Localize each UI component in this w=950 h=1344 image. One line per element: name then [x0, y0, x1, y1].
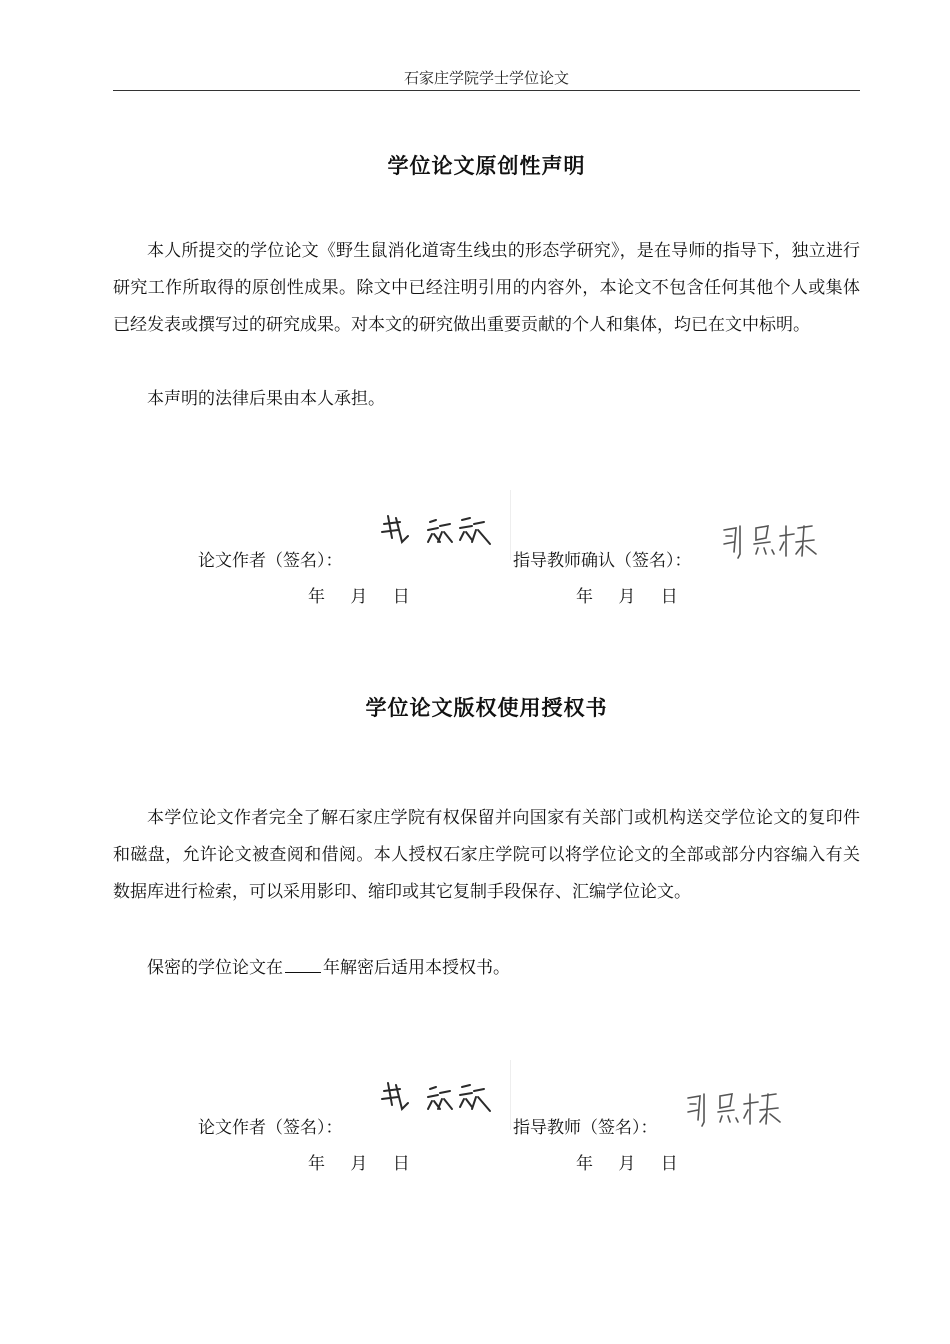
running-header	[113, 66, 860, 91]
author-signature-image	[378, 508, 500, 554]
authorization-author-label: 论文作者（签名）：	[198, 1118, 343, 1138]
declaration-author-date: 年 月 日	[308, 587, 413, 607]
declaration-title: 学位论文原创性声明	[387, 154, 586, 178]
declaration-advisor-label: 指导教师确认（签名）：	[513, 551, 692, 571]
secrecy-suffix: 年解密后适用本授权书。	[323, 958, 510, 978]
running-title: 石家庄学院学士学位论文	[403, 69, 569, 87]
signature-divider-2	[510, 1060, 511, 1130]
authorization-title: 学位论文版权使用授权书	[365, 696, 608, 720]
authorization-author-date: 年 月 日	[308, 1154, 413, 1174]
signature-divider	[510, 490, 511, 560]
declaration-advisor-date: 年 月 日	[576, 587, 681, 607]
advisor-signature-image	[718, 518, 822, 562]
declaration-paragraph: 本人所提交的学位论文《野生鼠消化道寄生线虫的形态学研究》，是在导师的指导下，独立进行研究工作所取得的原创性成果。除文中已经注明引用的内容外，本论文不包含任何其他个人或集体已经发表或撰写过的研究成果。对本文的研究做出重要贡献的个人和集体，均已在文中标明。	[113, 241, 860, 335]
advisor-signature-image-2	[682, 1086, 786, 1130]
authorization-paragraph: 本学位论文作者完全了解石家庄学院有权保留并向国家有关部门或机构送交学位论文的复印件和磁盘，允许论文被查阅和借阅。本人授权石家庄学院可以将学位论文的全部或部分内容编入有关数据库进行检索，可以采用影印、缩印或其它复制手段保存、汇编学位论文。	[113, 808, 860, 902]
authorization-advisor-date: 年 月 日	[576, 1154, 681, 1174]
declaration-legal-paragraph: 本声明的法律后果由本人承担。	[147, 389, 385, 409]
secrecy-years-blank	[285, 958, 321, 973]
secrecy-prefix: 保密的学位论文在	[147, 958, 283, 978]
authorization-advisor-label: 指导教师（签名）：	[513, 1118, 658, 1138]
declaration-author-label: 论文作者（签名）：	[198, 551, 343, 571]
author-signature-image-2	[378, 1075, 500, 1121]
secrecy-line	[113, 950, 860, 987]
